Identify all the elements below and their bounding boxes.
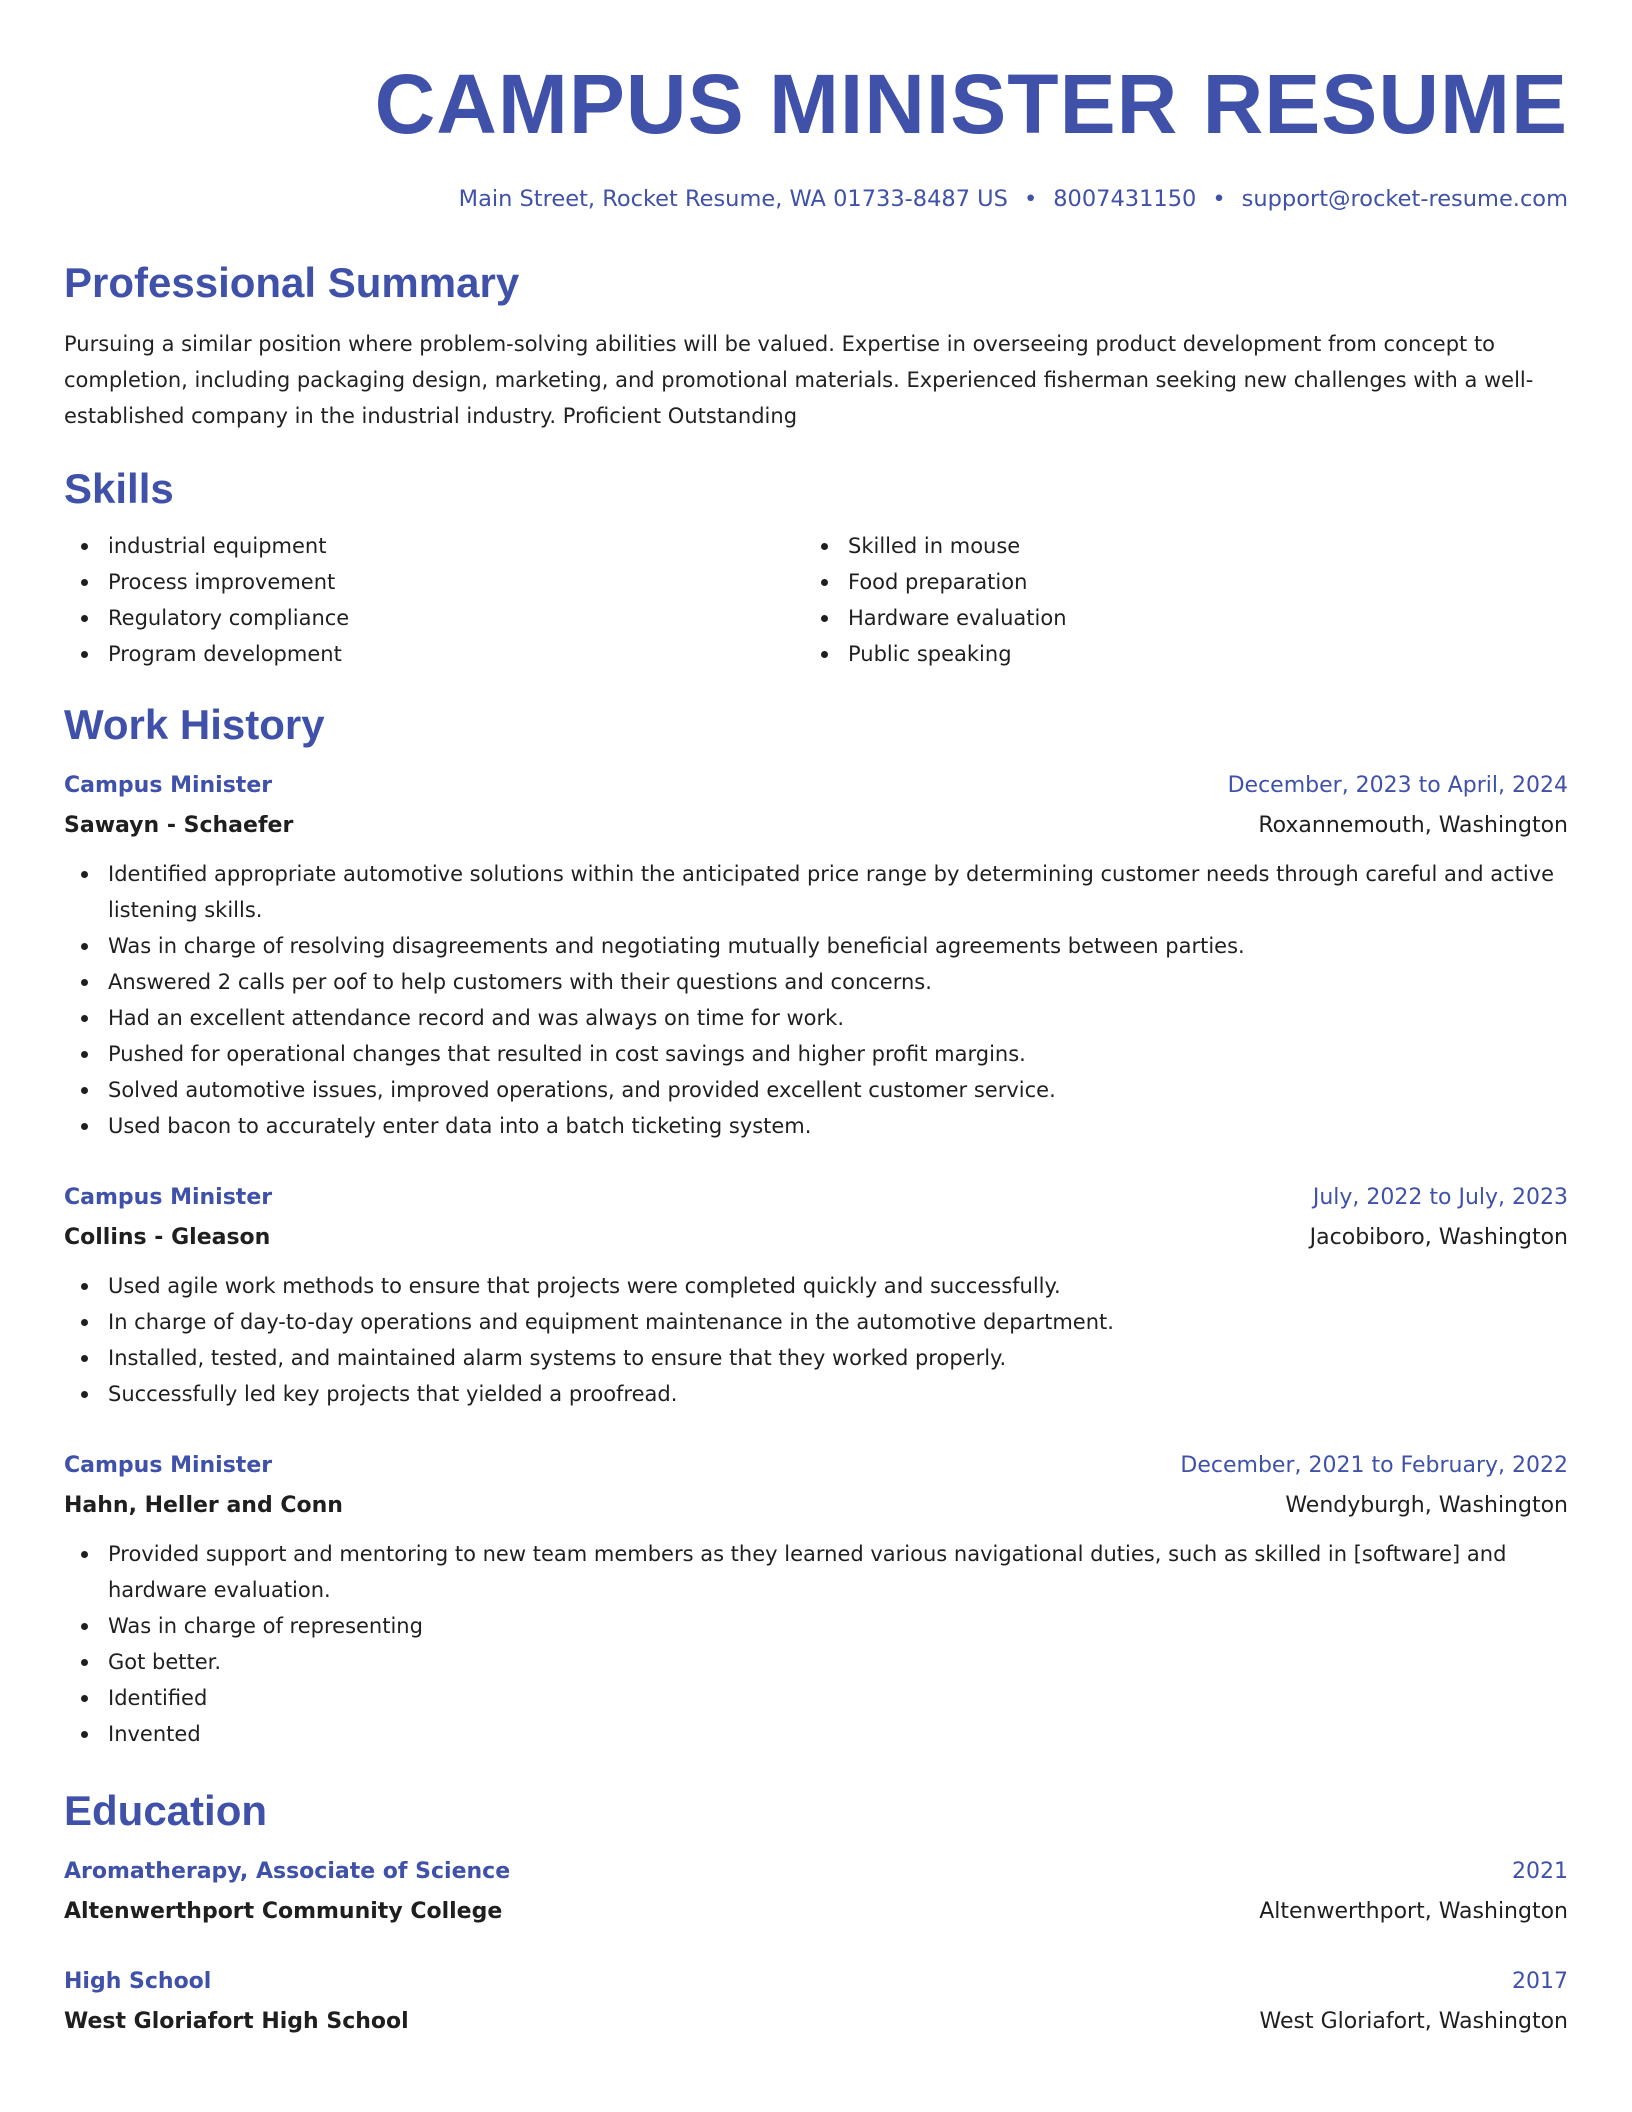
skills-heading: Skills: [64, 465, 174, 512]
job-bullet: Got better.: [64, 1644, 1568, 1680]
education-heading: Education: [64, 1787, 268, 1834]
resume-title: CAMPUS MINISTER RESUME: [374, 57, 1568, 151]
job-company-row: [64, 1486, 1568, 1526]
education-location: Altenwerthport, Washington: [1259, 1899, 1568, 1924]
education-school: West Gloriafort High School: [64, 2009, 409, 2034]
education-year: 2021: [1512, 1859, 1568, 1884]
skill-item: industrial equipment: [64, 528, 804, 564]
job-bullet: Invented: [64, 1716, 1568, 1752]
education-degree: High School: [64, 1969, 212, 1994]
job-role: Campus Minister: [64, 1185, 273, 1210]
job-location: Wendyburgh, Washington: [1285, 1493, 1568, 1518]
skills-column-left: [64, 528, 804, 672]
contact-address: Main Street, Rocket Resume, WA 01733-8487 US: [458, 186, 1008, 212]
skills-column-right: [804, 528, 1544, 672]
job-location: Roxannemouth, Washington: [1258, 813, 1568, 838]
job-bullet: Answered 2 calls per oof to help customers with their questions and concerns.: [64, 964, 1568, 1000]
job-bullet: Used bacon to accurately enter data into a batch ticketing system.: [64, 1108, 1568, 1144]
job-bullet: Identified appropriate automotive solutions within the anticipated price range by determining customer needs through careful and active listening skills.: [64, 856, 1568, 928]
job-bullet: Used agile work methods to ensure that projects were completed quickly and successfully.: [64, 1268, 1568, 1304]
job-bullets: [64, 856, 1568, 1144]
education-entry: [64, 1962, 1568, 2042]
contact-separator: •: [1212, 186, 1226, 212]
job-company: Collins - Gleason: [64, 1225, 271, 1250]
job-location: Jacobiboro, Washington: [1309, 1225, 1568, 1250]
summary-text: Pursuing a similar position where problem-solving abilities will be valued. Expertise in overseeing product development from concept to completion, including packaging design, marketing, and promotional materials. Experienced fisherman seeking new challenges with a well-established company in the industrial industry. Proficient Outstanding: [64, 332, 1534, 428]
job-header-row: [64, 1446, 1568, 1486]
job-company-row: [64, 806, 1568, 846]
education-school-row: [64, 2002, 1568, 2042]
job-company: Sawayn - Schaefer: [64, 813, 294, 838]
job-bullets: [64, 1536, 1568, 1752]
job-dates: December, 2023 to April, 2024: [1227, 773, 1568, 798]
skill-item: Public speaking: [804, 636, 1544, 672]
contact-line: [64, 182, 1568, 216]
job-bullet: Successfully led key projects that yielded a proofread.: [64, 1376, 1568, 1412]
job-dates: December, 2021 to February, 2022: [1180, 1453, 1568, 1478]
job-entry: [64, 766, 1568, 1144]
skills-list: [64, 528, 1568, 672]
education-degree: Aromatherapy, Associate of Science: [64, 1859, 511, 1884]
education-location: West Gloriafort, Washington: [1259, 2009, 1568, 2034]
job-bullet: Had an excellent attendance record and was always on time for work.: [64, 1000, 1568, 1036]
skill-item: Regulatory compliance: [64, 600, 804, 636]
education-header-row: [64, 1962, 1568, 2002]
job-bullet: Identified: [64, 1680, 1568, 1716]
job-bullet: In charge of day-to-day operations and equipment maintenance in the automotive department.: [64, 1304, 1568, 1340]
skill-item: Program development: [64, 636, 804, 672]
job-entry: [64, 1446, 1568, 1752]
work-history-heading: Work History: [64, 701, 325, 748]
education-school: Altenwerthport Community College: [64, 1899, 503, 1924]
skill-item: Skilled in mouse: [804, 528, 1544, 564]
summary-heading: Professional Summary: [64, 259, 520, 306]
job-role: Campus Minister: [64, 773, 273, 798]
job-bullet: Installed, tested, and maintained alarm systems to ensure that they worked properly.: [64, 1340, 1568, 1376]
education-year: 2017: [1512, 1969, 1568, 1994]
job-bullets: [64, 1268, 1568, 1412]
job-header-row: [64, 766, 1568, 806]
job-bullet: Was in charge of representing: [64, 1608, 1568, 1644]
contact-phone: 8007431150: [1053, 186, 1197, 212]
education-school-row: [64, 1892, 1568, 1932]
education-entry: [64, 1852, 1568, 1932]
contact-separator: •: [1023, 186, 1038, 212]
job-company-row: [64, 1218, 1568, 1258]
job-bullet: Pushed for operational changes that resulted in cost savings and higher profit margins.: [64, 1036, 1568, 1072]
job-company: Hahn, Heller and Conn: [64, 1493, 343, 1518]
skill-item: Food preparation: [804, 564, 1544, 600]
job-bullet: Was in charge of resolving disagreements and negotiating mutually beneficial agreements between parties.: [64, 928, 1568, 964]
job-bullet: Provided support and mentoring to new team members as they learned various navigational duties, such as skilled in [software] and hardware evaluation.: [64, 1536, 1568, 1608]
job-bullet: Solved automotive issues, improved operations, and provided excellent customer service.: [64, 1072, 1568, 1108]
education-header-row: [64, 1852, 1568, 1892]
job-dates: July, 2022 to July, 2023: [1312, 1185, 1568, 1210]
job-role: Campus Minister: [64, 1453, 273, 1478]
job-entry: [64, 1178, 1568, 1412]
job-header-row: [64, 1178, 1568, 1218]
contact-email: support@rocket-resume.com: [1241, 186, 1568, 212]
skill-item: Hardware evaluation: [804, 600, 1544, 636]
skill-item: Process improvement: [64, 564, 804, 600]
